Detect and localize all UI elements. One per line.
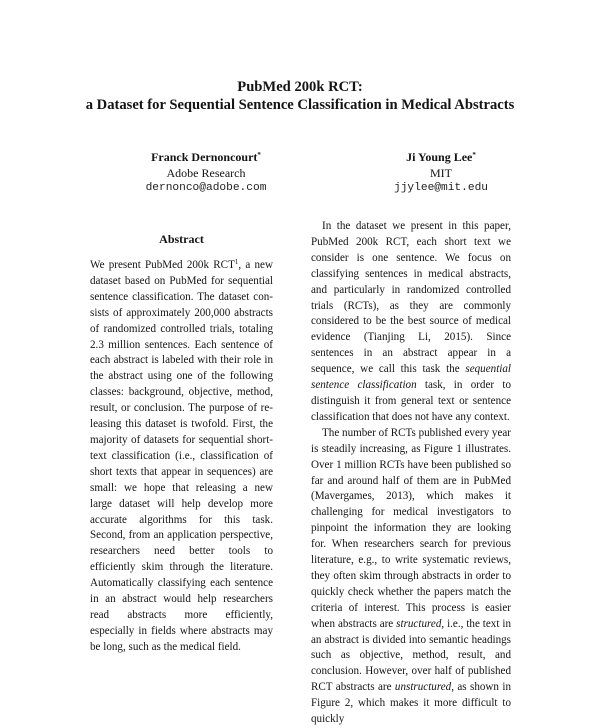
author-mark: * [257,151,261,159]
author-block-1 [96,150,316,197]
author-email[interactable]: dernonco@adobe.com [145,182,267,194]
title-line-1: PubMed 200k RCT: [237,79,363,95]
author-email[interactable]: jjylee@mit.edu [394,182,488,194]
author-mark: * [472,151,476,159]
abstract-heading: Abstract [159,232,204,246]
title-line-2: a Dataset for Sequential Sentence Classification in Medical Abstracts [85,97,515,113]
abstract-paragraph: We present PubMed 200k RCT$^1$, a new dataset based on PubMed for sequential sentence classification. The dataset consists of approximately 200,000 abstracts of randomized controlled trials, totaling 2.3 million sentences. Each sentence of each abstract is labeled with their role in the abstract using one of the following classes: background, objective, method, result, or conclusion. The purpose of releasing this dataset is twofold. First, the majority of datasets for sequential short-text classification (i.e., classification of short texts that appear in sequences) are small: we hope that releasing a new large dataset will help develop more accurate algorithms for this task. Second, from an application perspective, researchers need better tools to efficiently skim through the literature. Automatically classifying each sentence in an abstract would help researchers read abstracts more efficiently, especially in fields where abstracts may be long, such as the medical field. [90,258,273,653]
footnote-marker[interactable]: 1 [234,258,239,266]
abstract-column [90,258,273,656]
author-name: Ji Young Lee* [406,150,476,164]
author-name: Franck Dernoncourt* [151,150,261,164]
author-affiliation: Adobe Research [166,165,246,180]
intro-paragraph-1: In the dataset we present in this paper, PubMed 200k RCT, each short text we consider is one sentence. We focus on classifying sentences in medical abstracts, and particularly in randomized controlled trials (RCTs), as they are commonly considered to be the best source of medical evidence (Tianjing Li, 2015). Since sentences in an abstract appear in a sequence, we call this task the sequential sentence classification task, in order to distinguish it from general text or sentence classification that does not have any context. [311,220,511,423]
author-affiliation: MIT [430,165,452,180]
author-block-2 [331,150,551,197]
paper-title [0,78,600,114]
intro-paragraph-2: The number of RCTs published every year is steadily increasing, as Figure 1 illustrates. Over 1 million RCTs have been published so far and around half of them are in PubMed (Mavergames, 2013), which makes it challenging for medical investigators to pinpoint the information they are looking for. When researchers search for previous literature, e.g., to write systematic reviews, they often skim through abstracts in order to quickly check whether the papers match the criteria of interest. This process is easier when abstracts are structured, i.e., the text in an abstract is divided into semantic headings such as objective, method, result, and conclusion. However, over half of published RCT abstracts are unstructured, as shown in Figure 2, which makes it more difficult to quickly [311,426,511,726]
introduction-column [311,219,511,726]
